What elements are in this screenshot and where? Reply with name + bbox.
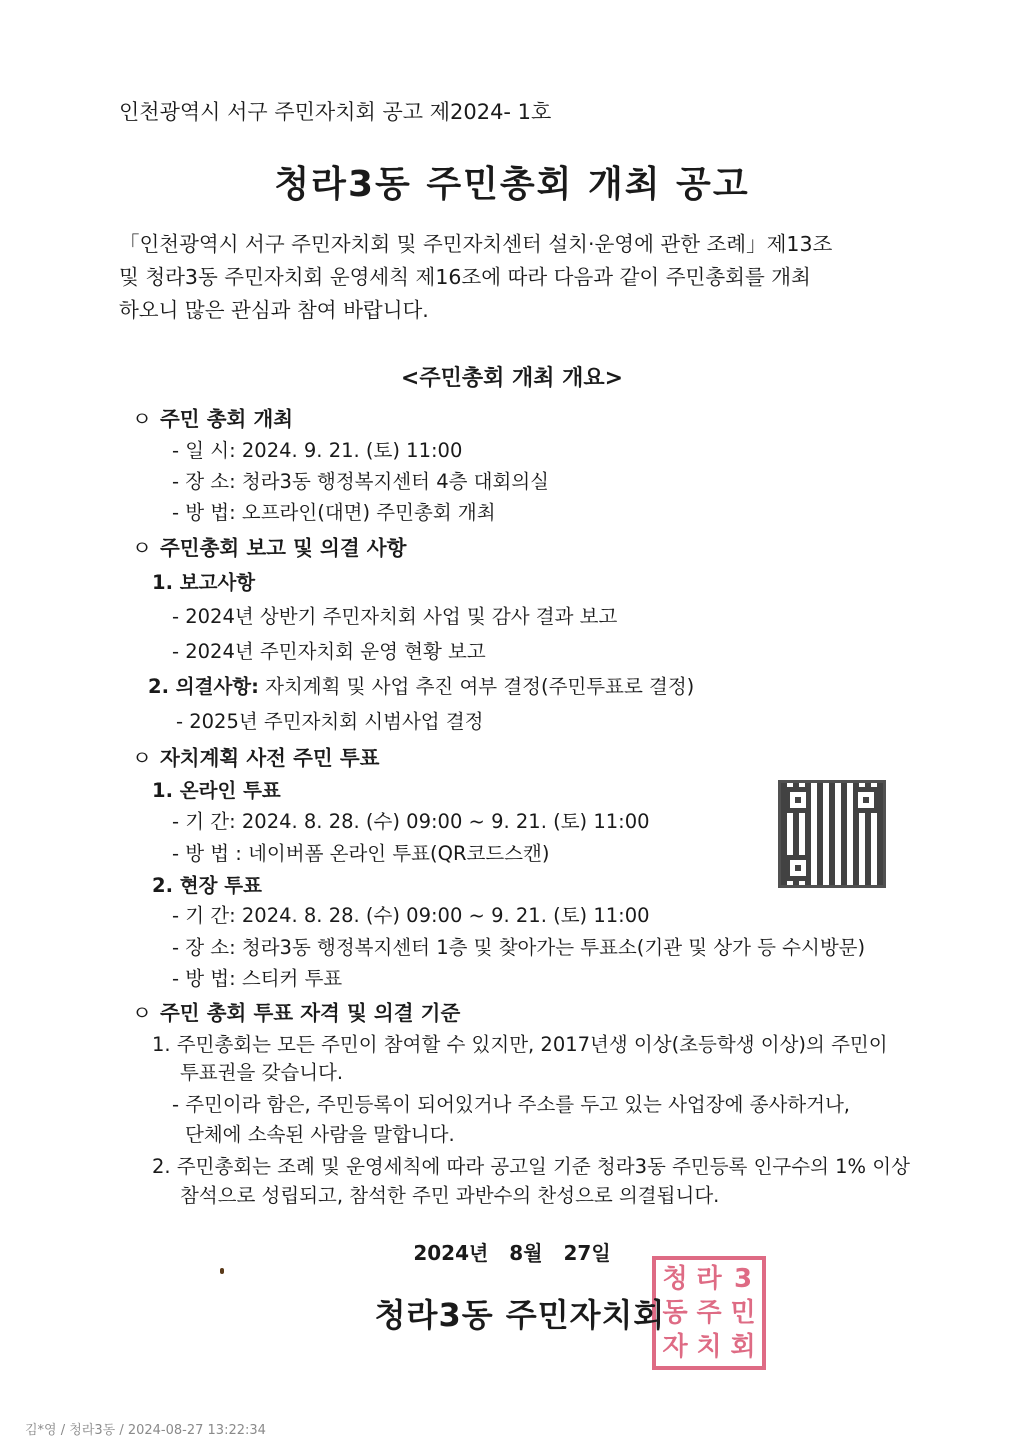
section-title: 주민 총회 개최 [160,407,294,431]
ink-speck [220,1268,224,1274]
criteria-line: 참석으로 성립되고, 참석한 주민 과반수의 찬성으로 의결됩니다. [180,1184,720,1207]
qr-finder [853,787,879,813]
list-item: - 장 소: 청라3동 행정복지센터 4층 대회의실 [172,470,550,493]
bullet-icon: ㅇ [132,746,152,770]
subsection-title: 1. 온라인 투표 [152,779,281,802]
section-title: 자치계획 사전 주민 투표 [160,746,380,770]
official-seal-icon: 청 라 3 동 주 민 자 치 회 [652,1256,766,1370]
criteria-line: 2. 주민총회는 조례 및 운영세칙에 따라 공고일 기준 청라3동 주민등록 인구수의 1% 이상 [152,1155,910,1178]
notice-date: 2024년 8월 27일 [413,1241,611,1265]
qr-finder [785,787,811,813]
criteria-line: - 주민이라 함은, 주민등록이 되어있거나 주소를 두고 있는 사업장에 종사하거나, [172,1093,851,1116]
bullet-icon: ㅇ [132,407,152,431]
list-item: - 방 법 : 네이버폼 온라인 투표(QR코드스캔) [172,842,550,865]
subsection-label: 2. 의결사항: [148,675,259,698]
qr-code-icon[interactable] [778,780,886,888]
overview-heading: <주민총회 개최 개요> [400,366,624,391]
document-title: 청라3동 주민총회 개최 공고 [274,164,750,205]
notice-number: 인천광역시 서구 주민자치회 공고 제2024- 1호 [119,100,552,124]
list-item: - 장 소: 청라3동 행정복지센터 1층 및 찾아가는 투표소(기관 및 상가 등 수시방문) [172,936,866,959]
list-item: - 기 간: 2024. 8. 28. (수) 09:00 ~ 9. 21. (토) 11:00 [172,810,650,833]
list-item: - 일 시: 2024. 9. 21. (토) 11:00 [172,439,463,462]
intro-line: 「인천광역시 서구 주민자치회 및 주민자치센터 설치·운영에 관한 조례」제13조 [119,232,833,256]
list-item: - 2024년 주민자치회 운영 현황 보고 [172,640,486,663]
list-item: - 방 법: 오프라인(대면) 주민총회 개최 [172,501,496,524]
list-item: - 2025년 주민자치회 시범사업 결정 [176,710,484,733]
section-4-heading [132,996,460,1026]
subsection-title: 1. 보고사항 [152,571,256,594]
criteria-line: 투표권을 갖습니다. [180,1061,344,1084]
subsection-text: 자치계획 및 사업 추진 여부 결정(주민투표로 결정) [258,675,695,698]
criteria-line: 단체에 소속된 사람을 말합니다. [185,1123,455,1146]
section-2-heading [132,531,406,561]
section-3-heading [132,741,379,771]
print-stamp: 김*영 / 청라3동 / 2024-08-27 13:22:34 [25,1423,266,1438]
bullet-icon: ㅇ [132,536,152,560]
organization-name: 청라3동 주민자치회 [374,1296,666,1334]
qr-finder [785,855,811,881]
section-title: 주민총회 보고 및 의결 사항 [160,536,407,560]
subsection-title: 2. 현장 투표 [152,874,262,897]
subsection-title [148,671,694,699]
list-item: - 기 간: 2024. 8. 28. (수) 09:00 ~ 9. 21. (토) 11:00 [172,904,650,927]
intro-line: 및 청라3동 주민자치회 운영세칙 제16조에 따라 다음과 같이 주민총회를 개최 [119,265,811,289]
intro-paragraph [119,228,919,327]
bullet-icon: ㅇ [132,1001,152,1025]
criteria-line: 1. 주민총회는 모든 주민이 참여할 수 있지만, 2017년생 이상(초등학생 이상)의 주민이 [152,1033,888,1056]
list-item: - 2024년 상반기 주민자치회 사업 및 감사 결과 보고 [172,605,618,628]
list-item: - 방 법: 스티커 투표 [172,967,343,990]
section-title: 주민 총회 투표 자격 및 의결 기준 [160,1001,461,1025]
intro-line: 하오니 많은 관심과 참여 바랍니다. [119,298,429,322]
section-1-heading [132,402,293,432]
